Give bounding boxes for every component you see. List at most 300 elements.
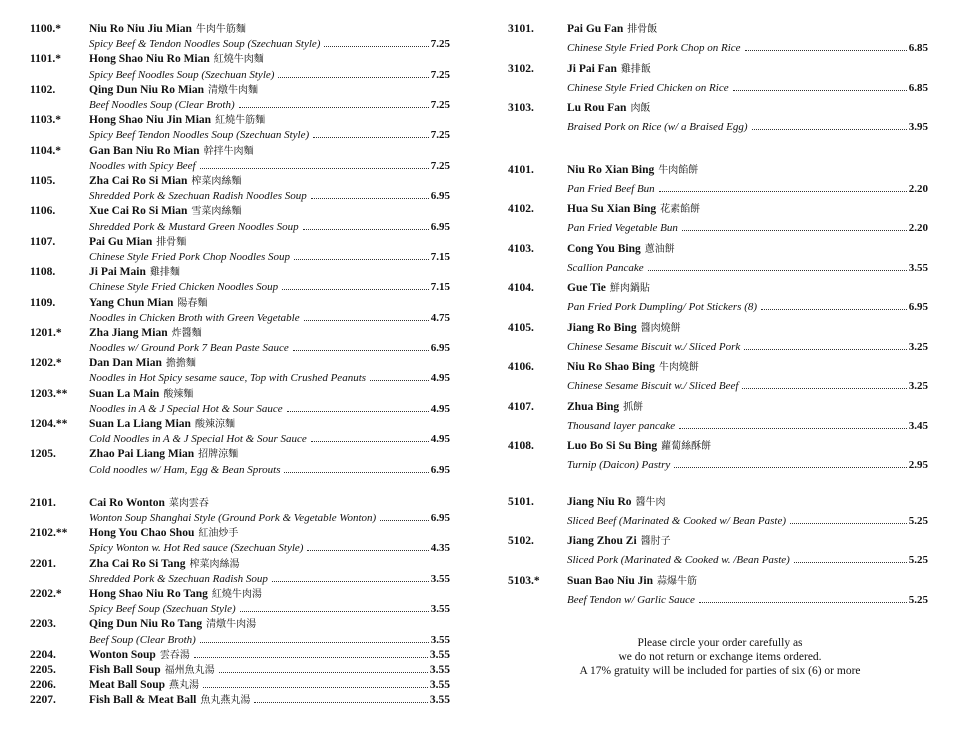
menu-item [30,52,450,82]
item-name-pinyin: Qing Dun Niu Ro Tang [89,618,203,631]
item-name [89,174,241,189]
item-name-chinese: 擔擔麵 [165,358,196,370]
item-name-pinyin: Lu Rou Fan [567,102,627,114]
item-number: 2205. [30,664,56,676]
item-name-pinyin: Zha Cai Ro Si Tang [89,557,186,570]
item-name [89,417,235,432]
right-column [508,22,928,613]
item-name-pinyin: Yang Chun Mian [89,296,174,309]
item-number: 5103.* [508,574,540,587]
menu-item [508,400,928,440]
item-name [567,281,650,296]
item-price: 4.95 [430,433,450,446]
item-description: Noodles in A & J Special Hot & Sour Sauce [89,402,283,415]
dot-leader [682,230,907,231]
menu-item [508,574,928,614]
item-name-pinyin: Cong You Bing [567,242,641,255]
item-name-chinese: 雞排麵 [149,267,180,279]
item-description-line [567,514,928,529]
item-description: Beef Tendon w/ Garlic Sauce [567,593,695,606]
item-name [89,326,202,341]
item-description: Noodles with Spicy Beef [89,159,196,172]
item-number: 2202.* [30,588,62,601]
item-description-line [89,602,450,617]
item-number: 4108. [508,440,534,452]
item-number: 1203.** [30,387,68,400]
item-number: 1103.* [30,114,61,127]
dot-leader [282,289,429,290]
item-name [89,617,256,632]
item-name [567,62,651,77]
item-name-chinese: 排骨飯 [627,24,658,35]
item-description: Chinese Style Fried Pork Chop Noodles Soup [89,250,291,263]
item-name-pinyin: Niu Ro Niu Jiu Mian [89,23,192,35]
item-name-chinese: 醬肉燒餅 [640,322,681,334]
dot-leader [745,50,907,51]
item-number: 3101. [508,23,534,35]
menu-item [508,439,928,479]
dot-leader [699,602,907,603]
item-name [89,526,238,541]
item-description-line [567,221,928,236]
item-price: 4.35 [430,542,450,555]
item-description-line [89,37,450,52]
item-name-chinese: 菜肉雲吞 [168,497,209,509]
item-description: Cold Noodles in A & J Special Hot & Sour Sauce [89,433,307,446]
item-name-pinyin: Suan Bao Niu Jin [567,574,653,587]
menu-item [30,296,450,326]
item-name-pinyin: Luo Bo Si Su Bing [567,440,658,452]
item-name [567,574,697,589]
menu-item [30,326,450,356]
item-name-chinese: 雲吞湯 [159,649,190,661]
dot-leader [794,562,907,563]
item-name-chinese: 醬牛肉 [635,496,666,508]
menu-item [30,265,450,295]
notice-line-3: A 17% gratuity will be included for parties of six (6) or more [579,665,861,677]
item-description-line [89,633,450,648]
menu-item [508,495,928,535]
item-description-line [89,511,450,526]
item-description: Braised Pork on Rice (w/ a Braised Egg) [567,121,748,133]
item-description: Beef Soup (Clear Broth) [89,633,196,646]
item-number: 3103. [508,102,534,114]
item-number: 1107. [30,235,56,248]
item-name-chinese: 花素餡餅 [660,204,701,215]
item-description-line [567,300,928,315]
item-name-pinyin: Zha Jiang Mian [89,326,168,339]
item-name [89,356,196,371]
item-price: 6.85 [908,42,928,54]
dot-leader [240,611,429,612]
item-name-chinese: 清燉牛肉湯 [206,619,257,631]
dot-leader [287,411,429,412]
item-description: Chinese Sesame Biscuit w./ Sliced Pork [567,340,741,353]
item-description-line [89,463,450,478]
dot-leader [674,467,906,468]
item-description: Beef Noodles Soup (Clear Broth) [89,98,235,111]
item-description-line [567,261,928,276]
item-name-pinyin: Gan Ban Niu Ro Mian [89,144,200,157]
item-name-pinyin: Zha Cai Ro Si Mian [89,174,188,187]
item-description-line [89,98,450,113]
menu-item [30,526,450,556]
item-name-pinyin: Jiang Ro Bing [567,321,637,334]
item-description: Spicy Wonton w. Hot Red sauce (Szechuan Style) [89,542,304,555]
item-name [89,587,262,602]
item-name-pinyin: Meat Ball Soup [89,679,166,692]
item-name [567,242,675,257]
dot-leader [311,441,429,442]
dot-leader [370,380,429,381]
item-number: 2201. [30,557,56,570]
item-name [567,534,671,549]
item-description: Shredded Pork & Szechuan Radish Soup [89,572,268,585]
item-price: 3.55 [430,603,450,616]
item-description-line [567,553,928,568]
dot-leader [313,137,429,138]
menu-item [30,387,450,417]
order-notice [560,636,880,678]
menu-item [30,204,450,234]
item-name [89,22,246,37]
item-description-line [89,220,450,235]
item-number: 2101. [30,496,56,509]
menu-item [30,617,450,647]
dot-leader [272,581,429,582]
item-name [89,265,180,280]
menu-item [508,62,928,102]
item-number: 1201.* [30,326,62,339]
item-name-chinese: 榨菜肉絲麵 [191,175,242,187]
item-description: Pan Fried Pork Dumpling/ Pot Stickers (8) [567,301,758,313]
item-number: 1102. [30,83,56,96]
item-number: 5102. [508,535,534,547]
item-number: 1104.* [30,144,61,157]
item-description: Spicy Beef & Tendon Noodles Soup (Szechuan Style) [89,38,321,51]
item-number: 3102. [508,62,534,75]
menu-item [30,557,450,587]
item-name-pinyin: Zhao Pai Liang Mian [89,448,195,461]
item-name-pinyin: Pai Gu Mian [89,235,153,248]
item-name-pinyin: Hong Shao Niu Jin Mian [89,114,212,127]
item-number: 2102.** [30,527,68,540]
item-description-line [567,458,928,473]
item-price: 3.55 [908,261,928,274]
item-name-pinyin: Hong Shao Niu Ro Mian [89,53,210,66]
item-price: 3.55 [429,664,450,676]
item-name-chinese: 紅油炒手 [198,528,239,540]
item-number: 4107. [508,400,534,413]
item-name [567,321,681,336]
menu-item [30,174,450,204]
item-number: 1204.** [30,418,68,431]
item-name [89,83,258,98]
item-number: 2206. [30,679,56,692]
menu-item [508,321,928,361]
item-name-chinese: 蒜爆牛筋 [656,575,697,587]
menu-item [508,202,928,242]
dot-leader [284,472,428,473]
dot-leader [194,657,428,658]
item-description-line [89,189,450,204]
bread-section [508,163,928,479]
item-price: 3.55 [429,679,450,692]
item-description-line [89,432,450,447]
menu-item [508,22,928,62]
item-name-chinese: 牛肉餡餅 [658,164,699,176]
item-name-chinese: 炸醬麵 [171,327,202,339]
item-price: 5.25 [908,514,928,527]
item-name-chinese: 紅燒牛筋麵 [215,115,266,127]
item-name-chinese: 燕丸湯 [169,680,200,692]
dot-leader [254,702,428,703]
item-description: Cold noodles w/ Ham, Egg & Bean Sprouts [89,463,281,476]
item-name [567,101,650,116]
item-name-pinyin: Niu Ro Shao Bing [567,361,655,373]
item-name [89,648,450,663]
item-name-chinese: 排骨麵 [156,236,187,248]
dot-leader [303,229,429,230]
item-price: 4.75 [430,311,450,324]
item-number: 2204. [30,648,56,661]
item-number: 1202.* [30,357,62,370]
item-name [89,496,209,511]
dot-leader [294,259,429,260]
notice-line-1: Please circle your order carefully as [637,637,803,649]
item-price: 6.95 [430,463,450,476]
item-description-line [89,572,450,587]
item-name [567,163,698,178]
item-name-pinyin: Xue Cai Ro Si Mian [89,205,188,218]
item-price: 2.20 [908,182,928,195]
item-number: 1108. [30,266,56,279]
item-description-line [89,250,450,265]
item-price: 7.15 [430,281,450,294]
item-description: Spicy Beef Soup (Szechuan Style) [89,603,236,616]
menu-item [30,235,450,265]
item-name-pinyin: Suan La Main [89,387,160,400]
item-price: 6.95 [430,190,450,203]
item-name [567,202,700,217]
menu-item [30,496,450,526]
rice-section [508,22,928,141]
item-name-chinese: 雪菜肉絲麵 [191,206,242,218]
dot-leader [293,350,429,351]
dot-leader [278,77,428,78]
dot-leader [307,550,428,551]
menu-item [508,534,928,574]
item-description: Turnip (Daicon) Pastry [567,459,671,471]
item-name-chinese: 蔥油餅 [644,243,675,255]
item-number: 5101. [508,495,534,508]
item-number: 4105. [508,321,534,334]
item-description-line [89,341,450,356]
menu-item [30,693,450,708]
item-price: 3.25 [908,340,928,353]
item-price: 3.55 [429,694,450,707]
item-name-chinese: 酸辣麵 [163,388,194,400]
item-name-chinese: 雞排飯 [620,63,651,75]
item-name-chinese: 清燉牛肉麵 [208,84,259,96]
item-name [89,557,240,572]
item-name-chinese: 陽春麵 [177,297,208,309]
dot-leader [733,90,907,91]
item-name-chinese: 醬肘子 [640,536,671,547]
item-name [89,447,238,462]
menu-item [30,587,450,617]
item-name-pinyin: Niu Ro Xian Bing [567,163,655,176]
item-name-pinyin: Fish Ball Soup [89,664,161,676]
item-description-line [567,41,928,56]
item-number: 1109. [30,296,56,309]
menu-item [30,648,450,663]
item-number: 4106. [508,361,534,373]
item-name-pinyin: Hong Shao Niu Ro Tang [89,588,208,601]
item-name-pinyin: Wonton Soup [89,648,156,661]
item-description: Chinese Style Fried Chicken Noodles Soup [89,281,279,294]
item-description: Noodles w/ Ground Pork 7 Bean Paste Sauce [89,342,289,355]
item-name-pinyin: Hua Su Xian Bing [567,203,657,215]
noodle-section [30,22,450,478]
menu-item [30,144,450,174]
item-price: 3.55 [430,572,450,585]
item-price: 3.45 [908,419,928,432]
dot-leader [752,129,907,130]
menu-item [30,83,450,113]
dot-leader [648,270,907,271]
menu-item [30,22,450,52]
item-description: Wonton Soup Shanghai Style (Ground Pork & Vegetable Wonton) [89,512,377,525]
item-name-pinyin: Suan La Liang Mian [89,418,191,431]
item-name [89,296,207,311]
item-name [89,113,265,128]
menu-item [508,360,928,400]
item-number: 4102. [508,203,534,215]
item-description: Pan Fried Beef Bun [567,182,655,195]
notice-line-2: we do not return or exchange items ordered. [618,651,822,663]
dot-leader [324,46,428,47]
item-price: 2.20 [908,222,928,234]
item-name-chinese: 鮮肉鍋貼 [609,283,650,294]
item-price: 7.25 [430,159,450,172]
item-name-chinese: 榨菜肉絲湯 [189,558,240,570]
cold-dish-section [508,495,928,614]
item-price: 7.25 [430,98,450,111]
item-name [567,495,666,510]
item-name [567,360,699,375]
item-description: Sliced Pork (Marinated & Cooked w. /Bean Paste) [567,554,790,566]
item-price: 7.25 [430,68,450,81]
menu-item [508,242,928,282]
item-name-pinyin: Qing Dun Niu Ro Mian [89,83,205,96]
item-name-chinese: 幹拌牛肉麵 [203,145,254,157]
item-name-pinyin: Hong You Chao Shou [89,527,195,540]
dot-leader [219,672,428,673]
item-description-line [567,340,928,355]
item-number: 2203. [30,618,56,631]
item-price: 7.25 [430,129,450,142]
item-name-pinyin: Cai Ro Wonton [89,496,165,509]
dot-leader [679,428,907,429]
item-description-line [89,402,450,417]
item-name-pinyin: Ji Pai Fan [567,62,617,75]
item-name-chinese: 福州魚丸湯 [164,665,215,676]
item-number: 1100.* [30,23,61,35]
item-description-line [89,68,450,83]
item-name-chinese: 酸辣涼麵 [194,419,235,431]
item-name-pinyin: Zhua Bing [567,400,620,413]
item-description: Shredded Pork & Szechuan Radish Noodles Soup [89,190,307,203]
dot-leader [742,388,906,389]
item-number: 4104. [508,282,534,294]
menu-item [30,663,450,678]
item-number: 1101.* [30,53,61,66]
item-name [89,144,254,159]
item-number: 1106. [30,205,56,218]
item-number: 1205. [30,448,56,461]
menu-item [30,447,450,477]
dot-leader [203,687,428,688]
item-price: 5.25 [908,593,928,606]
item-description-line [89,159,450,174]
item-name [89,678,450,693]
item-description: Scallion Pancake [567,261,644,274]
dot-leader [790,523,907,524]
item-description: Chinese Sesame Biscuit w./ Sliced Beef [567,380,739,392]
item-description: Thousand layer pancake [567,419,676,432]
item-price: 2.95 [908,459,928,471]
item-price: 6.85 [908,81,928,94]
item-description: Pan Fried Vegetable Bun [567,222,678,234]
item-name [89,693,450,708]
item-price: 4.95 [430,402,450,415]
dot-leader [380,520,429,521]
dot-leader [200,168,429,169]
dot-leader [200,642,429,643]
item-price: 6.95 [430,220,450,233]
item-name-pinyin: Fish Ball & Meat Ball [89,694,197,707]
item-name-chinese: 紅燒牛肉湯 [211,589,262,601]
item-price: 3.55 [430,633,450,646]
item-name-pinyin: Ji Pai Main [89,266,146,279]
item-description-line [89,280,450,295]
item-description-line [567,120,928,135]
item-description-line [567,593,928,608]
short-soup-section [30,648,450,709]
item-name-pinyin: Dan Dan Mian [89,357,162,370]
item-name [89,663,450,678]
item-description-line [89,541,450,556]
item-description: Shredded Pork & Mustard Green Noodles Soup [89,220,299,233]
item-name [567,22,657,37]
left-column [30,22,450,709]
item-name-chinese: 紅燒牛肉麵 [213,54,264,66]
item-name-chinese: 抓餅 [623,401,644,413]
item-price: 3.25 [908,380,928,392]
item-price: 3.95 [908,121,928,133]
item-price: 7.15 [430,250,450,263]
item-price: 7.25 [430,38,450,51]
item-description-line [567,379,928,394]
item-price: 5.25 [908,554,928,566]
dot-leader [304,320,429,321]
item-number: 2207. [30,694,56,707]
dot-leader [761,309,907,310]
item-description-line [89,371,450,386]
item-price: 3.55 [429,648,450,661]
dot-leader [659,191,907,192]
